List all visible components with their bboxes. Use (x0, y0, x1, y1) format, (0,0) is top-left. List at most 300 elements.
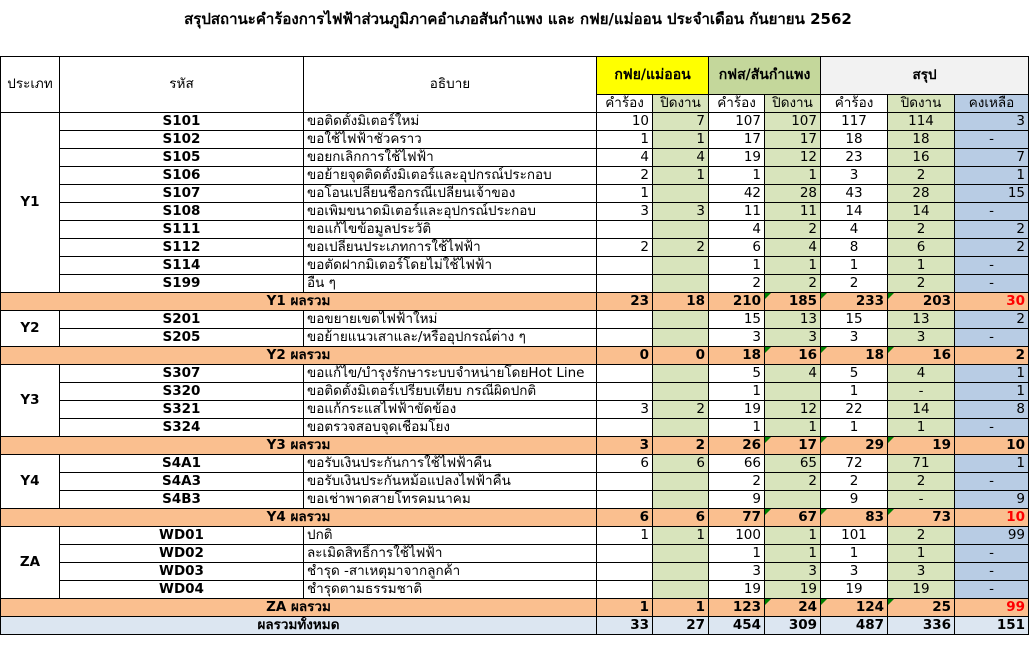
header-type: ประเภท (1, 57, 60, 113)
maeon-request-cell (597, 581, 653, 599)
table-row (1, 167, 1029, 185)
table-row (1, 239, 1029, 257)
summary-remain-cell: 1 (955, 383, 1029, 401)
sankamphaeng-request-cell: 5 (709, 365, 765, 383)
subtotal-sankamphaeng-request: 26 (709, 437, 765, 455)
summary-closed-cell: 3 (888, 329, 955, 347)
sankamphaeng-request-cell: 9 (709, 491, 765, 509)
type-cell: Y3 (1, 365, 60, 437)
summary-request-cell: 18 (821, 131, 888, 149)
description-cell: ขอรับเงินประกันหม้อแปลงไฟฟ้าคืน (304, 473, 597, 491)
subtotal-maeon-request: 0 (597, 347, 653, 365)
description-cell: ละเมิดสิทธิ์การใช้ไฟฟ้า (304, 545, 597, 563)
code-cell: S307 (60, 365, 304, 383)
maeon-closed-cell (653, 473, 709, 491)
table-row (1, 473, 1029, 491)
maeon-closed-cell: 6 (653, 455, 709, 473)
sankamphaeng-closed-cell: 4 (765, 239, 821, 257)
table-row (1, 131, 1029, 149)
summary-remain-cell: - (955, 563, 1029, 581)
maeon-request-cell (597, 221, 653, 239)
summary-remain-cell: - (955, 419, 1029, 437)
summary-remain-cell: 2 (955, 221, 1029, 239)
description-cell: ขอยกเลิกการใช้ไฟฟ้า (304, 149, 597, 167)
subtotal-sankamphaeng-closed: 17 (765, 437, 821, 455)
table-row (1, 563, 1029, 581)
sankamphaeng-closed-cell: 3 (765, 563, 821, 581)
summary-closed-cell: 14 (888, 401, 955, 419)
maeon-request-cell: 1 (597, 185, 653, 203)
grand-total-s2: 336 (888, 617, 955, 635)
code-cell: S108 (60, 203, 304, 221)
description-cell: ขอโอนเปลี่ยนชื่อกรณีเปลี่ยนเจ้าของ (304, 185, 597, 203)
summary-request-cell: 72 (821, 455, 888, 473)
subtotal-remain: 10 (955, 509, 1029, 527)
subtotal-summary-request: 124 (821, 599, 888, 617)
summary-remain-cell: - (955, 203, 1029, 221)
summary-request-cell: 43 (821, 185, 888, 203)
summary-request-cell: 9 (821, 491, 888, 509)
table-row (1, 455, 1029, 473)
maeon-closed-cell (653, 545, 709, 563)
subtotal-sankamphaeng-closed: 24 (765, 599, 821, 617)
header-group-summary: สรุป (821, 57, 1029, 95)
sankamphaeng-request-cell: 1 (709, 545, 765, 563)
maeon-request-cell: 10 (597, 113, 653, 131)
maeon-request-cell: 3 (597, 203, 653, 221)
description-cell: ชำรุดตามธรรมชาติ (304, 581, 597, 599)
subtotal-row (1, 599, 1029, 617)
description-cell: อื่น ๆ (304, 275, 597, 293)
header-remain: คงเหลือ (955, 95, 1029, 113)
summary-closed-cell: 13 (888, 311, 955, 329)
sankamphaeng-closed-cell: 1 (765, 167, 821, 185)
grand-total-s1: 487 (821, 617, 888, 635)
description-cell: ขอแก้กระแสไฟฟ้าขัดข้อง (304, 401, 597, 419)
sankamphaeng-closed-cell: 17 (765, 131, 821, 149)
maeon-closed-cell (653, 311, 709, 329)
sankamphaeng-closed-cell: 19 (765, 581, 821, 599)
summary-closed-cell: 28 (888, 185, 955, 203)
description-cell: ขอรับเงินประกันการใช้ไฟฟ้าคืน (304, 455, 597, 473)
grand-total-b1: 454 (709, 617, 765, 635)
grand-total-a1: 33 (597, 617, 653, 635)
sankamphaeng-closed-cell: 3 (765, 329, 821, 347)
type-cell: ZA (1, 527, 60, 599)
code-cell: S201 (60, 311, 304, 329)
sankamphaeng-request-cell: 100 (709, 527, 765, 545)
summary-closed-cell: 71 (888, 455, 955, 473)
description-cell: ขอเช่าพาดสายโทรคมนาคม (304, 491, 597, 509)
summary-closed-cell: 19 (888, 581, 955, 599)
grand-total-a2: 27 (653, 617, 709, 635)
summary-request-cell: 2 (821, 275, 888, 293)
code-cell: S102 (60, 131, 304, 149)
sankamphaeng-request-cell: 19 (709, 581, 765, 599)
subtotal-label: Y2 ผลรวม (1, 347, 597, 365)
sankamphaeng-request-cell: 107 (709, 113, 765, 131)
header-closed-3: ปิดงาน (888, 95, 955, 113)
subtotal-summary-request: 18 (821, 347, 888, 365)
maeon-closed-cell: 3 (653, 203, 709, 221)
summary-closed-cell: 6 (888, 239, 955, 257)
header-req-3: คำร้อง (821, 95, 888, 113)
maeon-request-cell: 4 (597, 149, 653, 167)
sankamphaeng-request-cell: 42 (709, 185, 765, 203)
description-cell: ชำรุด -สาเหตุมาจากลูกค้า (304, 563, 597, 581)
sankamphaeng-closed-cell: 11 (765, 203, 821, 221)
maeon-closed-cell (653, 275, 709, 293)
summary-closed-cell: 1 (888, 257, 955, 275)
maeon-closed-cell: 7 (653, 113, 709, 131)
table-row (1, 581, 1029, 599)
type-cell: Y2 (1, 311, 60, 347)
grand-total-rem: 151 (955, 617, 1029, 635)
maeon-request-cell (597, 545, 653, 563)
sankamphaeng-request-cell: 1 (709, 167, 765, 185)
sankamphaeng-request-cell: 1 (709, 383, 765, 401)
summary-closed-cell: 114 (888, 113, 955, 131)
subtotal-maeon-closed: 0 (653, 347, 709, 365)
summary-remain-cell: 2 (955, 311, 1029, 329)
code-cell: S205 (60, 329, 304, 347)
sankamphaeng-request-cell: 19 (709, 149, 765, 167)
subtotal-maeon-request: 1 (597, 599, 653, 617)
code-cell: S4B3 (60, 491, 304, 509)
summary-remain-cell: 1 (955, 455, 1029, 473)
maeon-request-cell: 2 (597, 167, 653, 185)
subtotal-maeon-request: 3 (597, 437, 653, 455)
maeon-request-cell: 3 (597, 401, 653, 419)
maeon-request-cell: 1 (597, 131, 653, 149)
maeon-request-cell (597, 275, 653, 293)
maeon-closed-cell: 2 (653, 239, 709, 257)
summary-remain-cell: 1 (955, 365, 1029, 383)
table-row (1, 545, 1029, 563)
maeon-request-cell (597, 419, 653, 437)
summary-closed-cell: 3 (888, 563, 955, 581)
subtotal-maeon-closed: 1 (653, 599, 709, 617)
sankamphaeng-request-cell: 66 (709, 455, 765, 473)
sankamphaeng-closed-cell (765, 491, 821, 509)
summary-remain-cell: - (955, 257, 1029, 275)
summary-request-cell: 14 (821, 203, 888, 221)
table-row (1, 257, 1029, 275)
sankamphaeng-request-cell: 17 (709, 131, 765, 149)
subtotal-maeon-request: 6 (597, 509, 653, 527)
summary-request-cell: 23 (821, 149, 888, 167)
header-code: รหัส (60, 57, 304, 113)
subtotal-summary-request: 83 (821, 509, 888, 527)
subtotal-sankamphaeng-request: 18 (709, 347, 765, 365)
table-row (1, 527, 1029, 545)
summary-closed-cell: 18 (888, 131, 955, 149)
summary-closed-cell: 4 (888, 365, 955, 383)
table-row (1, 491, 1029, 509)
summary-remain-cell: 2 (955, 239, 1029, 257)
code-cell: S324 (60, 419, 304, 437)
summary-closed-cell: - (888, 383, 955, 401)
table-row (1, 329, 1029, 347)
maeon-closed-cell: 2 (653, 401, 709, 419)
type-cell: Y1 (1, 113, 60, 293)
code-cell: S105 (60, 149, 304, 167)
summary-request-cell: 2 (821, 473, 888, 491)
summary-remain-cell: 3 (955, 113, 1029, 131)
maeon-closed-cell (653, 185, 709, 203)
subtotal-row (1, 293, 1029, 311)
subtotal-label: Y4 ผลรวม (1, 509, 597, 527)
maeon-closed-cell (653, 563, 709, 581)
maeon-request-cell: 1 (597, 527, 653, 545)
sankamphaeng-closed-cell: 2 (765, 275, 821, 293)
summary-request-cell: 1 (821, 545, 888, 563)
sankamphaeng-closed-cell: 2 (765, 473, 821, 491)
code-cell: S4A3 (60, 473, 304, 491)
maeon-request-cell (597, 563, 653, 581)
summary-remain-cell: - (955, 473, 1029, 491)
sankamphaeng-closed-cell: 1 (765, 545, 821, 563)
subtotal-summary-request: 29 (821, 437, 888, 455)
subtotal-remain: 10 (955, 437, 1029, 455)
table-row (1, 221, 1029, 239)
subtotal-label: Y3 ผลรวม (1, 437, 597, 455)
summary-closed-cell: - (888, 491, 955, 509)
code-cell: S112 (60, 239, 304, 257)
maeon-closed-cell (653, 581, 709, 599)
sankamphaeng-request-cell: 4 (709, 221, 765, 239)
subtotal-sankamphaeng-closed: 185 (765, 293, 821, 311)
maeon-request-cell (597, 329, 653, 347)
sankamphaeng-request-cell: 2 (709, 275, 765, 293)
summary-remain-cell: 99 (955, 527, 1029, 545)
description-cell: ขอเพิ่มขนาดมิเตอร์และอุปกรณ์ประกอบ (304, 203, 597, 221)
subtotal-remain: 99 (955, 599, 1029, 617)
code-cell: S199 (60, 275, 304, 293)
code-cell: WD04 (60, 581, 304, 599)
maeon-closed-cell (653, 257, 709, 275)
maeon-closed-cell: 1 (653, 527, 709, 545)
subtotal-remain: 30 (955, 293, 1029, 311)
maeon-closed-cell (653, 419, 709, 437)
summary-remain-cell: - (955, 329, 1029, 347)
subtotal-summary-closed: 25 (888, 599, 955, 617)
description-cell: ขอตรวจสอบจุดเชื่อมโยง (304, 419, 597, 437)
summary-request-cell: 8 (821, 239, 888, 257)
summary-request-cell: 1 (821, 257, 888, 275)
code-cell: S107 (60, 185, 304, 203)
maeon-request-cell: 2 (597, 239, 653, 257)
subtotal-summary-closed: 16 (888, 347, 955, 365)
subtotal-row (1, 437, 1029, 455)
summary-request-cell: 3 (821, 329, 888, 347)
summary-remain-cell: - (955, 131, 1029, 149)
sankamphaeng-request-cell: 1 (709, 257, 765, 275)
summary-request-cell: 3 (821, 167, 888, 185)
code-cell: S4A1 (60, 455, 304, 473)
subtotal-row (1, 509, 1029, 527)
header-desc: อธิบาย (304, 57, 597, 113)
sankamphaeng-closed-cell: 12 (765, 149, 821, 167)
sankamphaeng-request-cell: 15 (709, 311, 765, 329)
summary-table (0, 38, 1029, 635)
grand-total-row (1, 617, 1029, 635)
summary-closed-cell: 1 (888, 419, 955, 437)
sankamphaeng-closed-cell: 28 (765, 185, 821, 203)
code-cell: WD02 (60, 545, 304, 563)
summary-closed-cell: 1 (888, 545, 955, 563)
subtotal-summary-closed: 19 (888, 437, 955, 455)
table-row (1, 185, 1029, 203)
description-cell: ขอเปลี่ยนประเภทการใช้ไฟฟ้า (304, 239, 597, 257)
description-cell: ขอติดตั้งมิเตอร์เปรียบเทียบ กรณีผิดปกติ (304, 383, 597, 401)
maeon-closed-cell (653, 221, 709, 239)
sankamphaeng-closed-cell: 1 (765, 257, 821, 275)
maeon-request-cell (597, 383, 653, 401)
summary-request-cell: 4 (821, 221, 888, 239)
grand-total-label: ผลรวมทั้งหมด (1, 617, 597, 635)
subtotal-sankamphaeng-request: 123 (709, 599, 765, 617)
sankamphaeng-request-cell: 3 (709, 329, 765, 347)
header-req-1: คำร้อง (597, 95, 653, 113)
blank-row (1, 38, 1029, 57)
table-row (1, 365, 1029, 383)
header-closed-2: ปิดงาน (765, 95, 821, 113)
subtotal-sankamphaeng-request: 77 (709, 509, 765, 527)
summary-remain-cell: 8 (955, 401, 1029, 419)
description-cell: ขอแก้ไข/บำรุงรักษาระบบจำหน่ายโดยHot Line (304, 365, 597, 383)
summary-request-cell: 15 (821, 311, 888, 329)
summary-request-cell: 117 (821, 113, 888, 131)
summary-closed-cell: 2 (888, 221, 955, 239)
code-cell: S101 (60, 113, 304, 131)
table-row (1, 275, 1029, 293)
maeon-closed-cell: 1 (653, 131, 709, 149)
summary-closed-cell: 16 (888, 149, 955, 167)
table-row (1, 113, 1029, 131)
summary-closed-cell: 2 (888, 473, 955, 491)
maeon-request-cell: 6 (597, 455, 653, 473)
sankamphaeng-request-cell: 19 (709, 401, 765, 419)
description-cell: ขอตัดฝากมิเตอร์โดยไม่ใช้ไฟฟ้า (304, 257, 597, 275)
subtotal-sankamphaeng-request: 210 (709, 293, 765, 311)
table-row (1, 149, 1029, 167)
sankamphaeng-closed-cell: 2 (765, 221, 821, 239)
maeon-request-cell (597, 491, 653, 509)
sankamphaeng-closed-cell: 1 (765, 527, 821, 545)
summary-request-cell: 22 (821, 401, 888, 419)
summary-request-cell: 1 (821, 419, 888, 437)
subtotal-remain: 2 (955, 347, 1029, 365)
subtotal-summary-closed: 73 (888, 509, 955, 527)
summary-closed-cell: 2 (888, 527, 955, 545)
maeon-request-cell (597, 257, 653, 275)
code-cell: S321 (60, 401, 304, 419)
sankamphaeng-closed-cell (765, 383, 821, 401)
sankamphaeng-request-cell: 6 (709, 239, 765, 257)
summary-remain-cell: 15 (955, 185, 1029, 203)
subtotal-row (1, 347, 1029, 365)
header-group-maeon: กฟย/แม่ออน (597, 57, 709, 95)
summary-request-cell: 1 (821, 383, 888, 401)
code-cell: WD01 (60, 527, 304, 545)
summary-remain-cell: - (955, 545, 1029, 563)
maeon-request-cell (597, 473, 653, 491)
description-cell: ขอขยายเขตไฟฟ้าใหม่ (304, 311, 597, 329)
sankamphaeng-closed-cell: 107 (765, 113, 821, 131)
code-cell: S114 (60, 257, 304, 275)
code-cell: S320 (60, 383, 304, 401)
sankamphaeng-closed-cell: 13 (765, 311, 821, 329)
maeon-request-cell (597, 365, 653, 383)
header-closed-1: ปิดงาน (653, 95, 709, 113)
subtotal-summary-request: 233 (821, 293, 888, 311)
table-row (1, 401, 1029, 419)
subtotal-sankamphaeng-closed: 16 (765, 347, 821, 365)
subtotal-maeon-closed: 18 (653, 293, 709, 311)
description-cell: ขอย้ายจุดติดตั้งมิเตอร์และอุปกรณ์ประกอบ (304, 167, 597, 185)
summary-request-cell: 3 (821, 563, 888, 581)
code-cell: S111 (60, 221, 304, 239)
subtotal-maeon-closed: 6 (653, 509, 709, 527)
maeon-closed-cell (653, 365, 709, 383)
sankamphaeng-request-cell: 11 (709, 203, 765, 221)
grand-total-b2: 309 (765, 617, 821, 635)
summary-request-cell: 19 (821, 581, 888, 599)
subtotal-maeon-closed: 2 (653, 437, 709, 455)
summary-closed-cell: 2 (888, 167, 955, 185)
type-cell: Y4 (1, 455, 60, 509)
subtotal-sankamphaeng-closed: 67 (765, 509, 821, 527)
maeon-request-cell (597, 311, 653, 329)
summary-remain-cell: 7 (955, 149, 1029, 167)
subtotal-label: Y1 ผลรวม (1, 293, 597, 311)
description-cell: ขอย้ายแนวเสาและ/หรืออุปกรณ์ต่าง ๆ (304, 329, 597, 347)
sankamphaeng-closed-cell: 4 (765, 365, 821, 383)
subtotal-summary-closed: 203 (888, 293, 955, 311)
table-row (1, 419, 1029, 437)
sankamphaeng-closed-cell: 65 (765, 455, 821, 473)
description-cell: ปกติ (304, 527, 597, 545)
summary-remain-cell: 1 (955, 167, 1029, 185)
maeon-closed-cell (653, 491, 709, 509)
summary-request-cell: 5 (821, 365, 888, 383)
maeon-closed-cell: 1 (653, 167, 709, 185)
sankamphaeng-request-cell: 3 (709, 563, 765, 581)
sankamphaeng-request-cell: 2 (709, 473, 765, 491)
description-cell: ขอแก้ไขข้อมูลประวัติ (304, 221, 597, 239)
summary-request-cell: 101 (821, 527, 888, 545)
header-group-sankamphaeng: กฟส/สันกำแพง (709, 57, 821, 95)
maeon-closed-cell (653, 383, 709, 401)
report-title: สรุปสถานะคำร้องการไฟฟ้าส่วนภูมิภาคอำเภอสันกำแพง และ กฟย/แม่ออน ประจำเดือน กันยายน 2562 (184, 10, 852, 28)
maeon-closed-cell: 4 (653, 149, 709, 167)
table-row (1, 203, 1029, 221)
sankamphaeng-closed-cell: 1 (765, 419, 821, 437)
header-req-2: คำร้อง (709, 95, 765, 113)
summary-remain-cell: 9 (955, 491, 1029, 509)
table-row (1, 311, 1029, 329)
subtotal-label: ZA ผลรวม (1, 599, 597, 617)
code-cell: S106 (60, 167, 304, 185)
sankamphaeng-closed-cell: 12 (765, 401, 821, 419)
summary-remain-cell: - (955, 275, 1029, 293)
code-cell: WD03 (60, 563, 304, 581)
summary-closed-cell: 14 (888, 203, 955, 221)
sankamphaeng-request-cell: 1 (709, 419, 765, 437)
table-row (1, 383, 1029, 401)
description-cell: ขอใช้ไฟฟ้าชั่วคราว (304, 131, 597, 149)
